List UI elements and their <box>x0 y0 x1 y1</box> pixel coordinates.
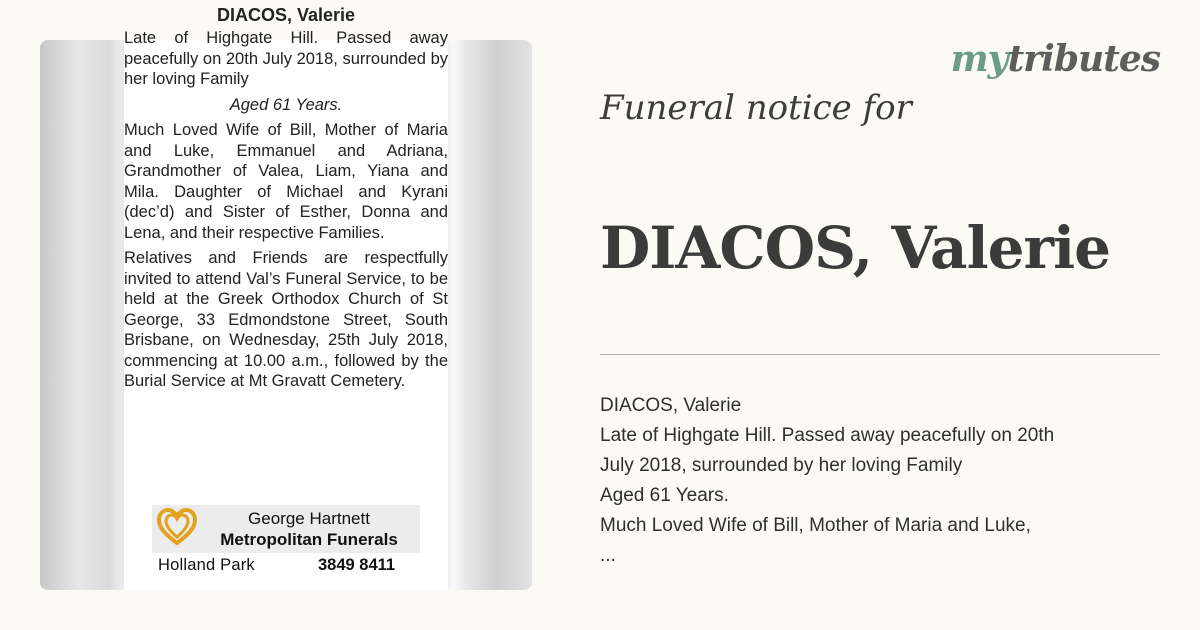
funeral-director-name <box>202 508 416 550</box>
funeral-director-line2: Metropolitan Funerals <box>220 530 398 549</box>
notice-text-block <box>124 4 448 397</box>
summary-line: Aged 61 Years. <box>600 485 729 506</box>
brand-tributes: tributes <box>1007 38 1160 80</box>
summary-line: DIACOS, Valerie <box>600 395 742 416</box>
summary-line: Much Loved Wife of Bill, Mother of Maria and Luke, <box>600 515 1031 536</box>
mytributes-logo[interactable] <box>951 38 1160 80</box>
summary-line: July 2018, surrounded by her loving Family <box>600 455 963 476</box>
divider <box>600 354 1160 355</box>
funeral-director-line1: George Hartnett <box>248 509 370 528</box>
funeral-director-suburb: Holland Park <box>158 556 255 574</box>
notice-paragraph-family: Much Loved Wife of Bill, Mother of Maria and Luke, Emmanuel and Adriana, Grandmother of Valea, Liam, Yiana and Mila. Daughter of Michael and Kyrani (dec’d) and Sister of Esther, Donna and Lena, and their respective Families. <box>124 121 448 242</box>
notice-paragraph-service: Relatives and Friends are respectfully invited to attend Val’s Funeral Service, to be held at the Greek Orthodox Church of St George, 33 Edmondstone Street, South Brisbane, on Wednesday, 25th July 2018, commencing at 10.00 a.m., followed by the Burial Service at Mt Gravatt Cemetery. <box>124 249 448 390</box>
funeral-director-heart-icon <box>156 507 198 547</box>
summary-ellipsis: ... <box>600 545 616 566</box>
notice-summary <box>600 391 1160 571</box>
page-title: DIACOS, Valerie <box>600 214 1111 282</box>
funeral-director-phone: 3849 8411 <box>318 556 396 574</box>
notice-aged: Aged 61 Years. <box>229 95 343 114</box>
funeral-director-logo-box <box>152 505 420 553</box>
summary-line: Late of Highgate Hill. Passed away peacefully on 20th <box>600 425 1055 446</box>
brand-my: my <box>950 38 1008 80</box>
page-subtitle: Funeral notice for <box>600 88 912 128</box>
notice-title: DIACOS, Valerie <box>216 5 356 25</box>
notice-paragraph-passed: Late of Highgate Hill. Passed away peacefully on 20th July 2018, surrounded by her loving Family <box>124 29 448 88</box>
